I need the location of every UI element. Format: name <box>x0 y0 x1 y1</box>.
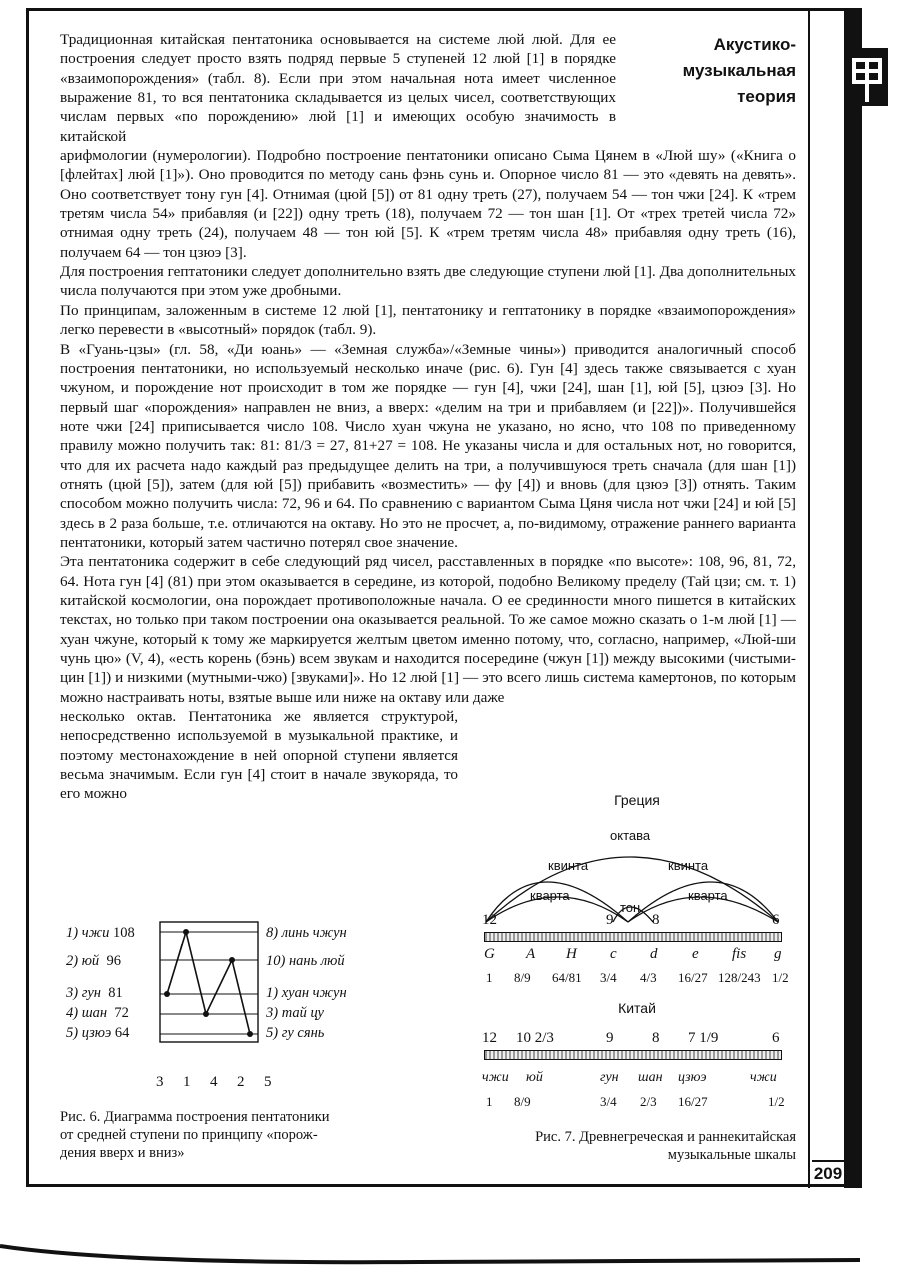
section-title-line: Акустико- <box>713 35 796 54</box>
ratio: 1 <box>486 970 493 985</box>
fig7-arc-label: квинта <box>668 858 709 873</box>
section-title-line: теория <box>737 87 796 106</box>
ratio: 128/243 <box>718 970 761 985</box>
fig6-left-value: 108 <box>112 925 135 941</box>
note: A <box>526 946 536 962</box>
note: гун <box>600 1070 619 1085</box>
ratio: 3/4 <box>600 1094 617 1109</box>
body-text <box>60 30 796 804</box>
ratio: 3/4 <box>600 970 617 985</box>
page-frame-top <box>26 8 862 11</box>
figure-7-diagram <box>478 792 796 1122</box>
fig6-left-value: 72 <box>114 1005 129 1021</box>
scale-number: 8 <box>652 912 660 928</box>
ratio: 16/27 <box>678 970 708 985</box>
chinese-character-jia-icon <box>846 48 888 106</box>
note: c <box>610 946 617 962</box>
note: чжи <box>482 1070 509 1085</box>
fig6-left-value: 81 <box>108 985 123 1001</box>
scale-number: 10 2/3 <box>516 1030 554 1046</box>
page-edge-shadow <box>0 1238 860 1268</box>
fig7-greece-title: Греция <box>614 792 660 808</box>
note: G <box>484 946 495 962</box>
ratio: 1/2 <box>768 1094 785 1109</box>
paragraph: Традиционная китайская пентатоника основывается на системе люй люй. Для ее построения следует просто взять подряд первые 5 ступеней 12 люй [1] в порядке «взаимопорождения» (табл. 8). Если при этом начальная нота имеет численное выражение 81, то вся пентатоника складывается из целых чисел, соответствующих числам первых «по порождению» люй [1] и имеющих особую значимость в китайской <box>60 31 616 145</box>
note: d <box>650 946 658 962</box>
paragraph: Эта пентатоника содержит в себе следующий ряд чисел, расставленных в порядке «по высоте»: 108, 96, 81, 72, 64. Нота гун [4] (81) при этом оказывается в середине, из которой, подобно Великому пределу (Тай цзи; см. т. 1) китайской космологии, она порождает противоположные начала. О ее срединности много пишется в китайских текстах, но только при таком построении она оказывается реальной. То же самое можно сказать о 1-м люй [1] — хуан чжуне, который к тому же маркируется желтым цветом именно потому, что, согласно, например, «Люй-ши чунь цю» (V, 4), «есть корень (бэнь) всем звукам и находится посередине (чжун [1]) между высокими (чистыми-цин [1]) и низкими (мутными-чжо) [звуками]». Но 12 люй [1] — это всего лишь система камертонов, по которым можно настраивать ноты, взятые выше или ниже на октаву или даже <box>60 553 796 706</box>
ratio: 2/3 <box>640 1094 657 1109</box>
ratio: 64/81 <box>552 970 582 985</box>
fig6-left-value: 96 <box>106 953 121 969</box>
figure-6-diagram <box>60 918 400 1098</box>
scale-number: 6 <box>772 912 780 928</box>
fig6-right-label: 8) линь чжун <box>266 925 347 941</box>
caption-line: Рис. 6. Диаграмма построения пентатоники <box>60 1109 330 1125</box>
note: юй <box>526 1070 543 1085</box>
note: fis <box>732 946 747 962</box>
scale-number: 9 <box>606 1030 614 1046</box>
ratio: 1 <box>486 1094 493 1109</box>
figure-7-caption <box>460 1128 796 1164</box>
note: шан <box>638 1070 663 1085</box>
scale-number: 7 1/9 <box>688 1030 719 1046</box>
note: e <box>692 946 699 962</box>
fig6-left-label: 5) цзюэ <box>66 1025 112 1041</box>
ratio: 8/9 <box>514 1094 531 1109</box>
fig6-left-label: 2) юй <box>66 953 100 969</box>
caption-line: от средней ступени по принципу «порож- <box>60 1127 318 1143</box>
caption-line: дения вверх и вниз» <box>60 1145 185 1161</box>
page-frame-bottom <box>26 1184 862 1187</box>
note: g <box>774 946 782 962</box>
paragraph: В «Гуань-цзы» (гл. 58, «Ди юань» — «Земная служба»/«Земные чины») приводится аналогичный способ построения пентатоники, но используемый несколько иначе (рис. 6). Гун [4] здесь также связывается с хуан чжуном, и порождение нот происходит в том же порядке — гун [4], чжи [24], шан [1], юй [5], цзюэ [3]. Но первый шаг «порождения» направлен не вниз, а вверх: «делим на три и прибавляем (и [22])». Получившейся ноте чжи [24] приписывается число 108. Число хуан чжуна не указано, но ясно, что 108 по приведенному правилу можно получить так: 81: 81/3 = 27, 81+27 = 108. Не указаны числа и для остальных нот, но говорится, что для их расчета надо каждый раз предыдущее делить на три, а получившуюся треть сначала (для шан [1]) отнять (цюй [5]), затем (для юй [5]) прибавить «возместить» — фу [4]) и вновь (для цзюэ [3]) отнять. Таким способом можно получить числа: 72, 96 и 64. По сравнению с вариантом Сыма Цяня числа нот чжи [24] и юй [5] здесь в 2 раза больше, т.е. отличаются на октаву. Но это не просчет, а, по-видимому, отражение раннего варианта пентатоники, который затем частично потерял свое значение. <box>60 340 796 551</box>
ratio: 16/27 <box>678 1094 708 1109</box>
scale-number: 9 <box>606 912 614 928</box>
ratio: 8/9 <box>514 970 531 985</box>
scale-number: 12 <box>482 912 497 928</box>
fig6-right-label: 3) тай цу <box>266 1005 324 1021</box>
fig6-left-label: 3) гун <box>66 985 101 1001</box>
fig7-arc-label: тон <box>620 900 641 915</box>
caption-line: музыкальные шкалы <box>667 1147 796 1163</box>
section-title-line: музыкальная <box>682 61 796 80</box>
fig7-china-scale-bar <box>484 1050 782 1060</box>
fig6-right-labels <box>266 922 347 1044</box>
caption-line: Рис. 7. Древнегреческая и раннекитайская <box>535 1129 796 1145</box>
fig6-left-label: 1) чжи <box>66 925 110 941</box>
scale-number: 6 <box>772 1030 780 1046</box>
ratio: 4/3 <box>640 970 657 985</box>
fig6-left-value: 64 <box>114 1025 130 1041</box>
note: цзюэ <box>678 1070 707 1085</box>
fig6-right-label: 10) нань люй <box>266 953 345 969</box>
figure-6-caption <box>60 1108 410 1162</box>
scale-number: 8 <box>652 1030 660 1046</box>
page-frame-inner-right <box>808 8 810 1188</box>
note: чжи <box>750 1070 777 1085</box>
paragraph: Для построения гептатоники следует дополнительно взять две следующие ступени люй [1]. Два дополнительных числа получаются при этом уже дробными. <box>60 263 796 300</box>
paragraph: По принципам, заложенным в системе 12 люй [1], пентатонику и гептатонику в порядке «взаимопорождения» легко перевести в «высотный» порядок (табл. 9). <box>60 301 796 339</box>
fig6-right-label: 1) хуан чжун <box>266 985 347 1001</box>
page-frame-right-band <box>844 8 862 1188</box>
page-frame-left <box>26 8 29 1186</box>
fig6-left-label: 4) шан <box>66 1005 108 1021</box>
ratio: 1/2 <box>772 970 789 985</box>
fig7-arc-label: квинта <box>548 858 589 873</box>
page-number: 209 <box>812 1160 844 1186</box>
paragraph: несколько октав. Пентатоника же является структурой, непосредственно используемой в музыкальной практике, и поэтому местонахождение в ней опорной ступени является весьма значимым. Если гун [4] стоит в начале звукоряда, то его можно <box>60 708 458 803</box>
scale-number: 12 <box>482 1030 497 1046</box>
fig7-greece-scale-bar <box>484 932 782 942</box>
note: H <box>566 946 577 962</box>
fig6-bottom-sequence: 3 1 4 2 5 <box>156 1074 272 1090</box>
fig7-china-title: Китай <box>618 1000 656 1016</box>
fig6-right-label: 5) гу сянь <box>266 1025 325 1041</box>
paragraph: арифмологии (нумерологии). Подробно построение пентатоники описано Сыма Цянем в «Люй шу» («Книга о [флейтах] люй [1]»). Оно проводится по методу сань фэнь сунь и. Опорное число 81 — это «девять на девять». Оно соответствует тону гун [4]. Отнимая (цюй [5]) от 81 одну треть (27), получаем 54 — тон чжи [24]. К «трем третям числа 54» прибавляя (и [22]) одну треть (18), получаем 72 — тон шан [1]. От «трех третей числа 72» отнимая одну треть (24), получаем 48 — тон юй [5]. К «трем третям числа 48» прибавляя одну треть (16), получаем 64 — тон цзюэ [3]. <box>60 147 796 261</box>
fig6-left-labels <box>66 922 135 1044</box>
fig7-arc-label: октава <box>610 828 651 843</box>
fig7-arc-label: кварта <box>530 888 570 903</box>
fig7-arc-label: кварта <box>688 888 728 903</box>
